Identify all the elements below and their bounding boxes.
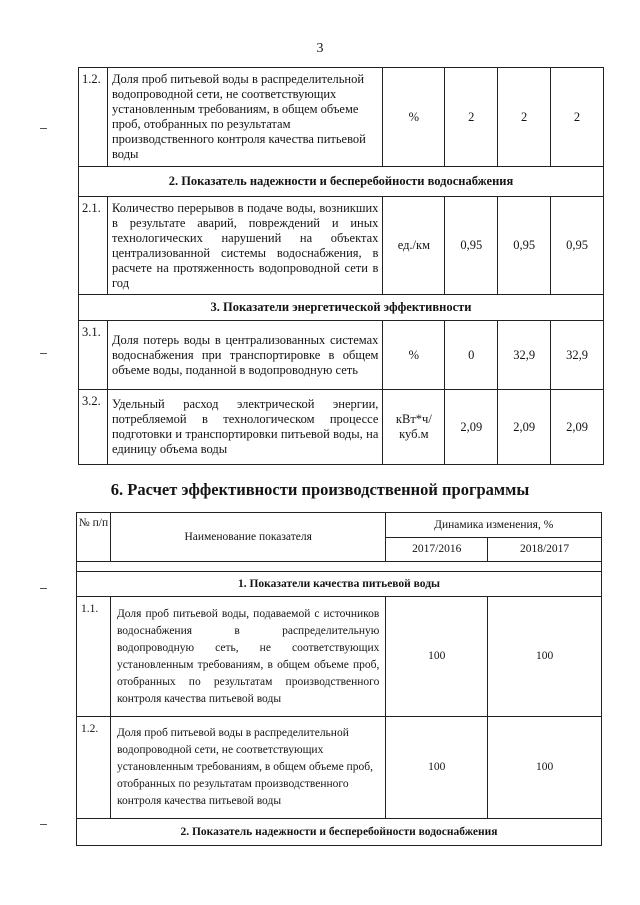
indicator-name: Удельный расход электрической энергии, потребляемой в технологическом процессе подготовки и транспортировки питьевой воды, на единицу объема воды	[107, 390, 382, 465]
section-row	[79, 167, 604, 197]
header-dynamics: Динамика изменения, %	[386, 513, 602, 538]
header-number: № п/п	[77, 513, 111, 562]
efficiency-table	[76, 512, 602, 846]
unit: %	[383, 68, 445, 167]
value-cell: 2,09	[445, 390, 498, 465]
table-row	[77, 597, 602, 717]
margin-mark	[40, 824, 47, 825]
unit: %	[383, 321, 445, 390]
header-year: 2018/2017	[488, 538, 602, 562]
margin-mark	[40, 353, 47, 354]
value-cell: 100	[386, 717, 488, 819]
page-number: 3	[316, 41, 324, 56]
value-cell: 2	[498, 68, 551, 167]
value-cell: 0,95	[445, 197, 498, 295]
margin-mark	[40, 588, 47, 589]
row-number: 1.2.	[79, 68, 108, 167]
section-heading: 3. Показатели энергетической эффективности	[79, 295, 604, 321]
row-number: 3.2.	[79, 390, 108, 465]
section-heading: 2. Показатель надежности и бесперебойности водоснабжения	[77, 819, 602, 846]
header-year: 2017/2016	[386, 538, 488, 562]
indicator-name: Доля проб питьевой воды в распределительной водопроводной сети, не соответствующих установленным требованиям, в общем объеме проб, отобранных по результатам производственного контроля качества питьевой воды	[110, 717, 385, 819]
value-cell: 0,95	[551, 197, 604, 295]
table-row	[79, 197, 604, 295]
value-cell: 2,09	[551, 390, 604, 465]
indicators-table	[78, 67, 604, 465]
unit: ед./км	[383, 197, 445, 295]
row-number: 2.1.	[79, 197, 108, 295]
value-cell: 2	[445, 68, 498, 167]
value-cell: 32,9	[498, 321, 551, 390]
indicator-name: Доля проб питьевой воды, подаваемой с источников водоснабжения в распределительную водопроводную сеть, не соответствующих установленным требованиям, в общем объеме проб, отобранных по результатам производственного контроля качества питьевой воды	[110, 597, 385, 717]
section-title: 6. Расчет эффективности производственной программы	[110, 480, 530, 499]
row-number: 1.1.	[77, 597, 111, 717]
spacer-row	[77, 562, 602, 572]
table-row	[79, 68, 604, 167]
section-row	[79, 295, 604, 321]
table-row	[79, 390, 604, 465]
spacer-cell	[77, 562, 602, 572]
table-row	[79, 321, 604, 390]
table-row	[77, 717, 602, 819]
value-cell: 100	[386, 597, 488, 717]
section-heading: 1. Показатели качества питьевой воды	[77, 572, 602, 597]
value-cell: 2,09	[498, 390, 551, 465]
section-heading: 2. Показатель надежности и бесперебойности водоснабжения	[79, 167, 604, 197]
value-cell: 0,95	[498, 197, 551, 295]
unit: кВт*ч/ куб.м	[383, 390, 445, 465]
header-name: Наименование показателя	[110, 513, 385, 562]
row-number: 1.2.	[77, 717, 111, 819]
value-cell: 100	[488, 717, 602, 819]
section-row	[77, 572, 602, 597]
indicator-name: Доля потерь воды в централизованных системах водоснабжения при транспортировке в общем объеме воды, поданной в водопроводную сеть	[107, 321, 382, 390]
value-cell: 0	[445, 321, 498, 390]
margin-mark	[40, 128, 47, 129]
value-cell: 100	[488, 597, 602, 717]
value-cell: 2	[551, 68, 604, 167]
header-row	[77, 513, 602, 538]
row-number: 3.1.	[79, 321, 108, 390]
indicator-name: Количество перерывов в подаче воды, возникших в результате аварий, повреждений и иных технологических нарушений на объектах централизованной системы водоснабжения, в расчете на протяженность водопроводной сети в год	[107, 197, 382, 295]
value-cell: 32,9	[551, 321, 604, 390]
indicator-name: Доля проб питьевой воды в распределительной водопроводной сети, не соответствующих установленным требованиям, в общем объеме проб, отобранных по результатам производственного контроля качества питьевой воды	[107, 68, 382, 167]
section-row	[77, 819, 602, 846]
